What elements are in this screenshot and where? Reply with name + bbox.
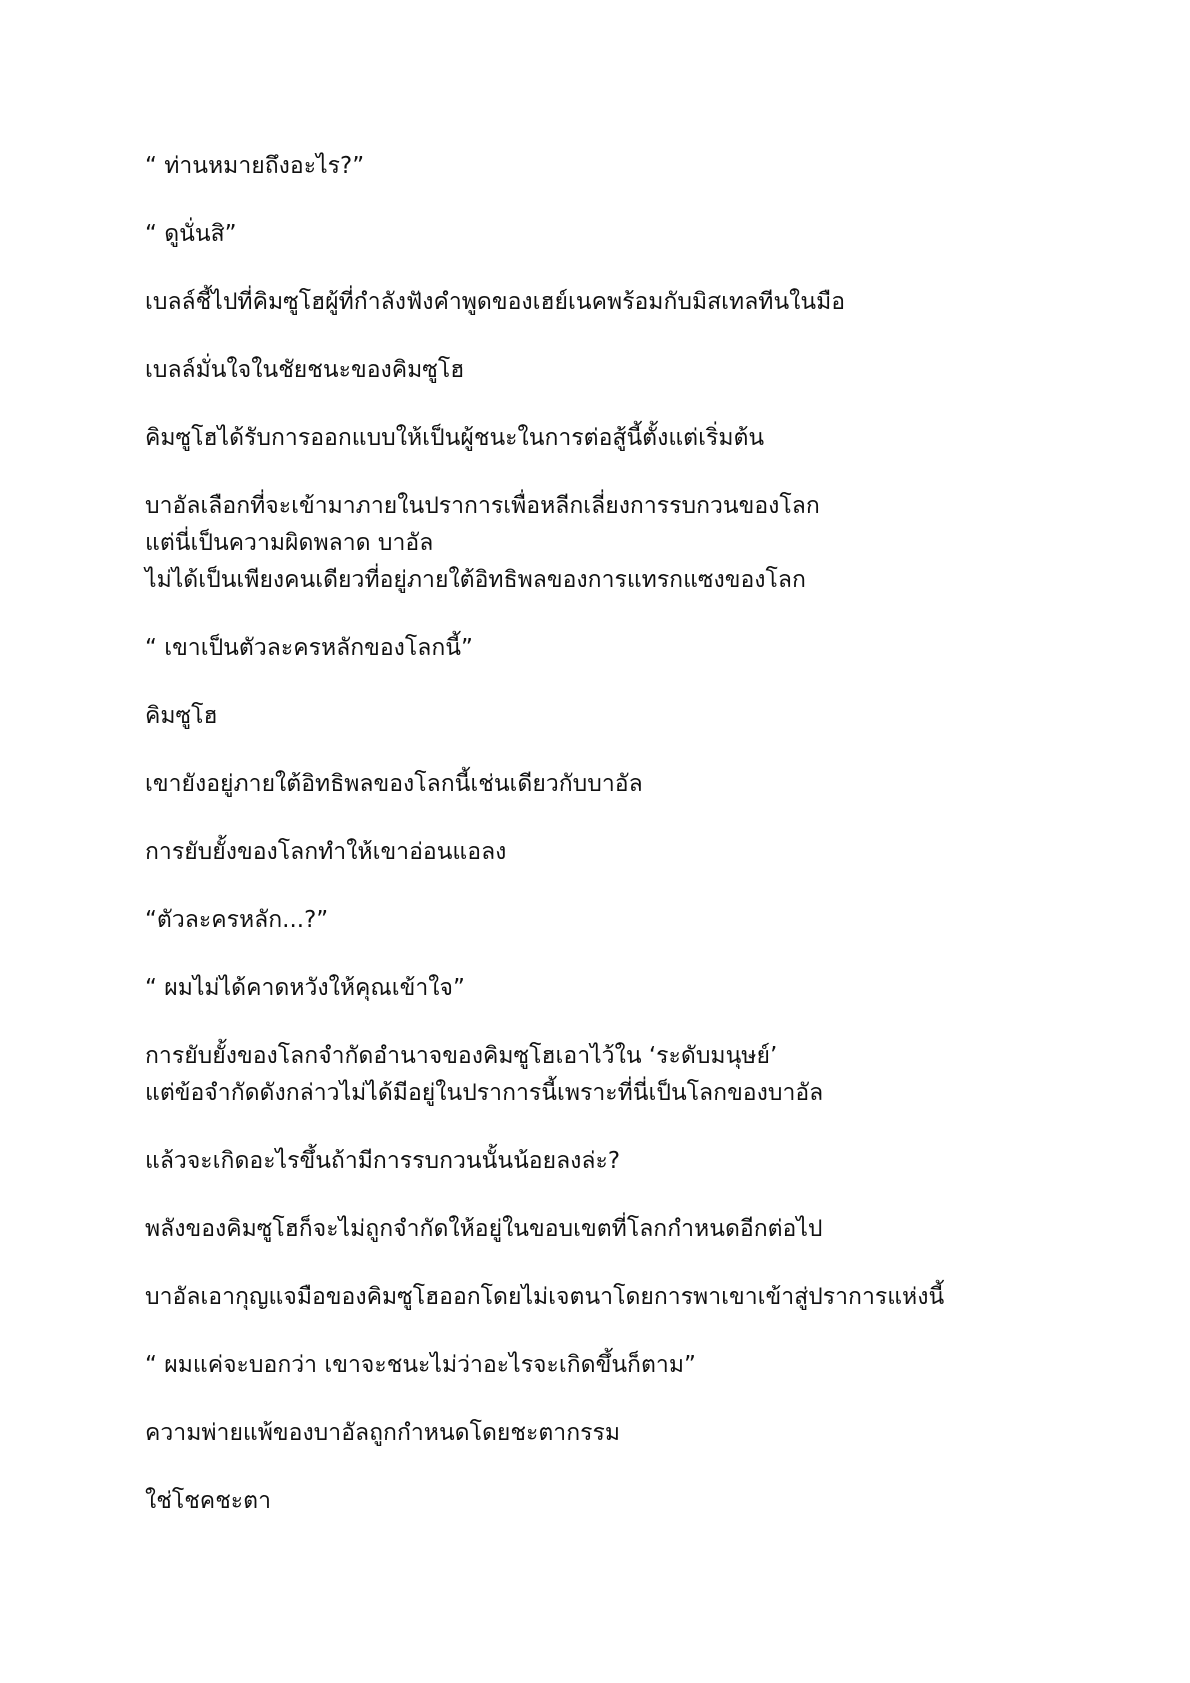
text-line: คิมซูโฮได้รับการออกแบบให้เป็นผู้ชนะในการต่อสู้นี้ตั้งแต่เริ่มต้น <box>145 425 765 451</box>
paragraph <box>145 630 1145 667</box>
paragraph <box>145 1211 1145 1248</box>
paragraph <box>145 902 1145 939</box>
paragraph <box>145 420 1145 457</box>
paragraph <box>145 352 1145 389</box>
text-line: แล้วจะเกิดอะไรขึ้นถ้ามีการรบกวนนั้นน้อยลงล่ะ? <box>145 1148 621 1174</box>
text-line: ใช่โชคชะตา <box>145 1488 272 1514</box>
text-line: แต่ข้อจำกัดดังกล่าวไม่ได้มีอยู่ในปราการนี้เพราะที่นี่เป็นโลกของบาอัล <box>145 1080 824 1106</box>
text-line: เขายังอยู่ภายใต้อิทธิพลของโลกนี้เช่นเดียวกับบาอัล <box>145 771 643 797</box>
text-line: คิมซูโฮ <box>145 703 218 729</box>
paragraph <box>145 488 1145 599</box>
text-line: การยับยั้งของโลกทำให้เขาอ่อนแอลง <box>145 839 507 865</box>
paragraph <box>145 1415 1145 1452</box>
text-line: พลังของคิมซูโฮก็จะไม่ถูกจำกัดให้อยู่ในขอบเขตที่โลกกำหนดอีกต่อไป <box>145 1216 823 1242</box>
paragraph <box>145 1038 1145 1112</box>
paragraph <box>145 216 1145 253</box>
text-line: การยับยั้งของโลกจำกัดอำนาจของคิมซูโฮเอาไว้ใน ‘ระดับมนุษย์’ <box>145 1043 778 1069</box>
paragraph <box>145 766 1145 803</box>
text-line: “ ท่านหมายถึงอะไร?” <box>145 153 365 179</box>
text-line: “ ผมไม่ได้คาดหวังให้คุณเข้าใจ” <box>145 975 465 1001</box>
paragraph <box>145 1483 1145 1520</box>
text-line: “ตัวละครหลัก...?” <box>145 907 329 933</box>
text-line: บาอัลเลือกที่จะเข้ามาภายในปราการเพื่อหลีกเลี่ยงการรบกวนของโลก <box>145 493 820 519</box>
paragraph <box>145 970 1145 1007</box>
text-line: เบลล์มั่นใจในชัยชนะของคิมซูโฮ <box>145 357 465 383</box>
text-line: “ ดูนั่นสิ” <box>145 221 237 247</box>
text-line: บาอัลเอากุญแจมือของคิมซูโฮออกโดยไม่เจตนาโดยการพาเขาเข้าสู่ปราการแห่งนี้ <box>145 1284 945 1310</box>
text-line: ไม่ได้เป็นเพียงคนเดียวที่อยู่ภายใต้อิทธิพลของการแทรกแซงของโลก <box>145 567 806 593</box>
paragraph <box>145 1279 1145 1316</box>
document-body <box>145 148 1145 1551</box>
paragraph <box>145 148 1145 185</box>
text-line: ความพ่ายแพ้ของบาอัลถูกกำหนดโดยชะตากรรม <box>145 1420 620 1446</box>
paragraph <box>145 1347 1145 1384</box>
text-line: “ ผมแค่จะบอกว่า เขาจะชนะไม่ว่าอะไรจะเกิดขึ้นก็ตาม” <box>145 1352 696 1378</box>
text-line: เบลล์ชี้ไปที่คิมซูโฮผู้ที่กำลังฟังคำพูดของเฮย์เนคพร้อมกับมิสเทลทีนในมือ <box>145 289 846 315</box>
paragraph <box>145 284 1145 321</box>
paragraph <box>145 834 1145 871</box>
paragraph <box>145 698 1145 735</box>
paragraph <box>145 1143 1145 1180</box>
text-line: แต่นี่เป็นความผิดพลาด บาอัล <box>145 530 434 556</box>
text-line: “ เขาเป็นตัวละครหลักของโลกนี้” <box>145 635 473 661</box>
